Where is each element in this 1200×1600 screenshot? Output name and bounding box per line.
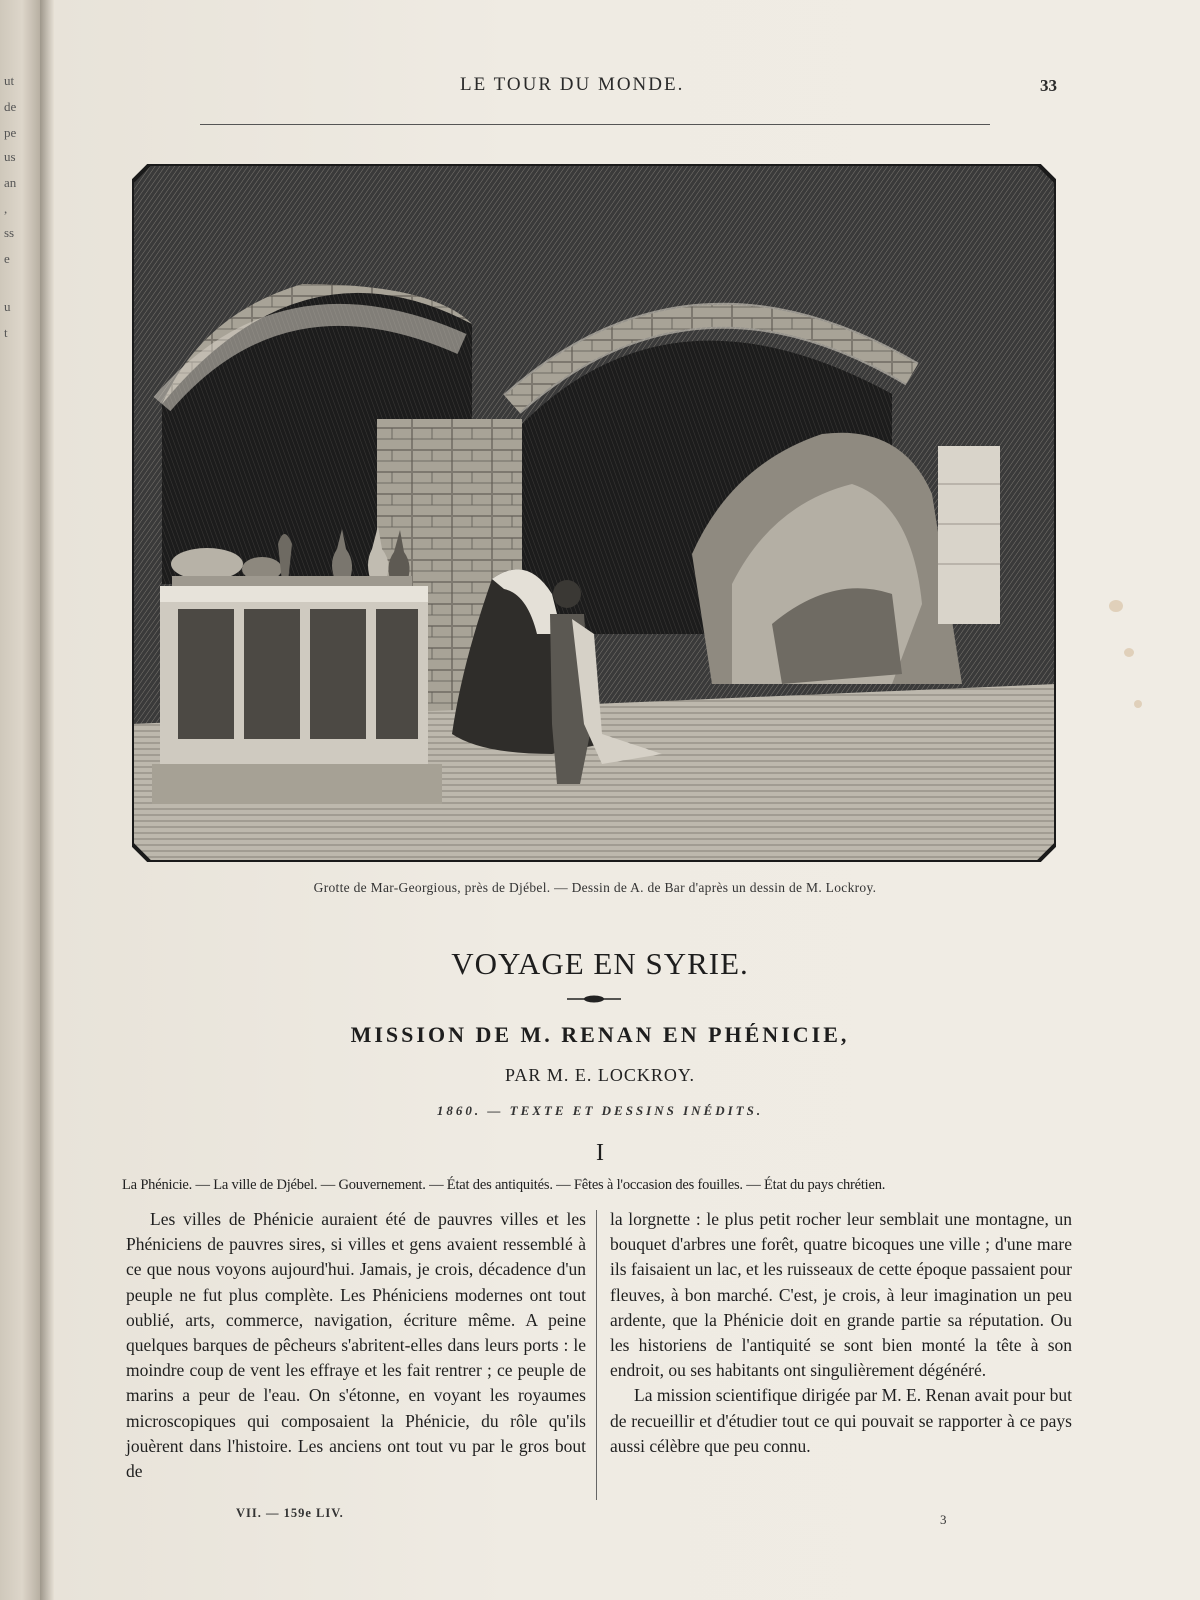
article-author: PAR M. E. LOCKROY.	[504, 1065, 696, 1085]
title-ornament	[567, 994, 621, 1004]
column-rule	[596, 1210, 597, 1500]
adjacent-page-fragment: an	[4, 175, 17, 190]
text-column-right	[610, 1207, 1072, 1459]
body-paragraph: Les villes de Phénicie auraient été de pauvres villes et les Phéniciens de pauvres sires, si villes et gens avaient ressemblé à ce que nous voyons aujourd'hui. Jamais, je crois, décadence d'un peuple ne fut plus complète. Les Phéniciens modernes ont tout oublié, arts, commerce, navigation, écriture même. A peine quelques barques de pêcheurs s'abritent-elles dans leurs ports : le moindre coup de vent les effraye et les fait rentrer ; ce peuple de marins a peur de l'eau. On s'étonne, en voyant les royaumes microscopiques qui composaient la Phénicie, du rôle qu'ils jouèrent dans l'histoire. Les anciens ont tout vu par le gros bout de	[126, 1209, 586, 1482]
adjacent-page-fragment: ss	[4, 225, 15, 240]
chapter-summary: La Phénicie. — La ville de Djébel. — Gouvernement. — État des antiquités. — Fêtes à l'occasion des fouilles. — État du pays chrétien.	[122, 1177, 886, 1193]
page-number: 33	[1040, 76, 1057, 95]
article-title: VOYAGE EN SYRIE.	[451, 946, 749, 981]
adjacent-page-fragment: us	[4, 149, 16, 164]
adjacent-page-fragment: u	[4, 299, 11, 314]
adjacent-page-fragment: pe	[4, 125, 17, 140]
adjacent-page-fragment: ,	[4, 201, 8, 216]
foxing-spot	[1134, 700, 1142, 708]
header-rule	[200, 124, 990, 125]
foxing-spot	[1124, 648, 1134, 657]
printer-signature: VII. — 159e LIV.	[236, 1506, 344, 1520]
adjacent-page-fragment: t	[4, 325, 8, 340]
engraving-grotto-illustration	[132, 164, 1056, 862]
adjacent-page-fragment: de	[4, 99, 17, 114]
adjacent-page-fragment: e	[4, 251, 10, 266]
chapter-number: I	[596, 1140, 604, 1166]
text-column-left	[126, 1207, 586, 1484]
adjacent-page-fragment: ut	[4, 73, 15, 88]
article-subtitle: MISSION DE M. RENAN EN PHÉNICIE,	[350, 1022, 850, 1047]
article-dateline: 1860. — TEXTE ET DESSINS INÉDITS.	[436, 1103, 764, 1118]
adjacent-page-edge	[0, 0, 40, 1600]
book-gutter	[40, 0, 54, 1600]
body-paragraph: La mission scientifique dirigée par M. E. Renan avait pour but de recueillir et d'étudier tout ce qui pouvait se rapporter à ce pays aussi célèbre que peu connu.	[610, 1385, 1072, 1456]
illustration-caption: Grotte de Mar-Georgious, près de Djébel. — Dessin de A. de Bar d'après un dessin de M. Lockroy.	[313, 880, 877, 895]
body-paragraph-continued: la lorgnette : le plus petit rocher leur semblait une montagne, un bouquet d'arbres une forêt, quatre bicoques une ville ; d'une mare ils faisaient un lac, et les ruisseaux de cette époque passaient pour fleuves, à bon marché. C'est, je crois, à leur imagination un peu ardente, que la Phénicie doit en grande partie sa réputation. Ou les historiens de l'antiquité se sont bien monté la tête à son endroit, ou ses habitants ont singulièrement dégénéré.	[610, 1209, 1072, 1381]
running-title: LE TOUR DU MONDE.	[460, 74, 685, 95]
sheet-number: 3	[940, 1512, 947, 1527]
foxing-spot	[1109, 600, 1123, 612]
